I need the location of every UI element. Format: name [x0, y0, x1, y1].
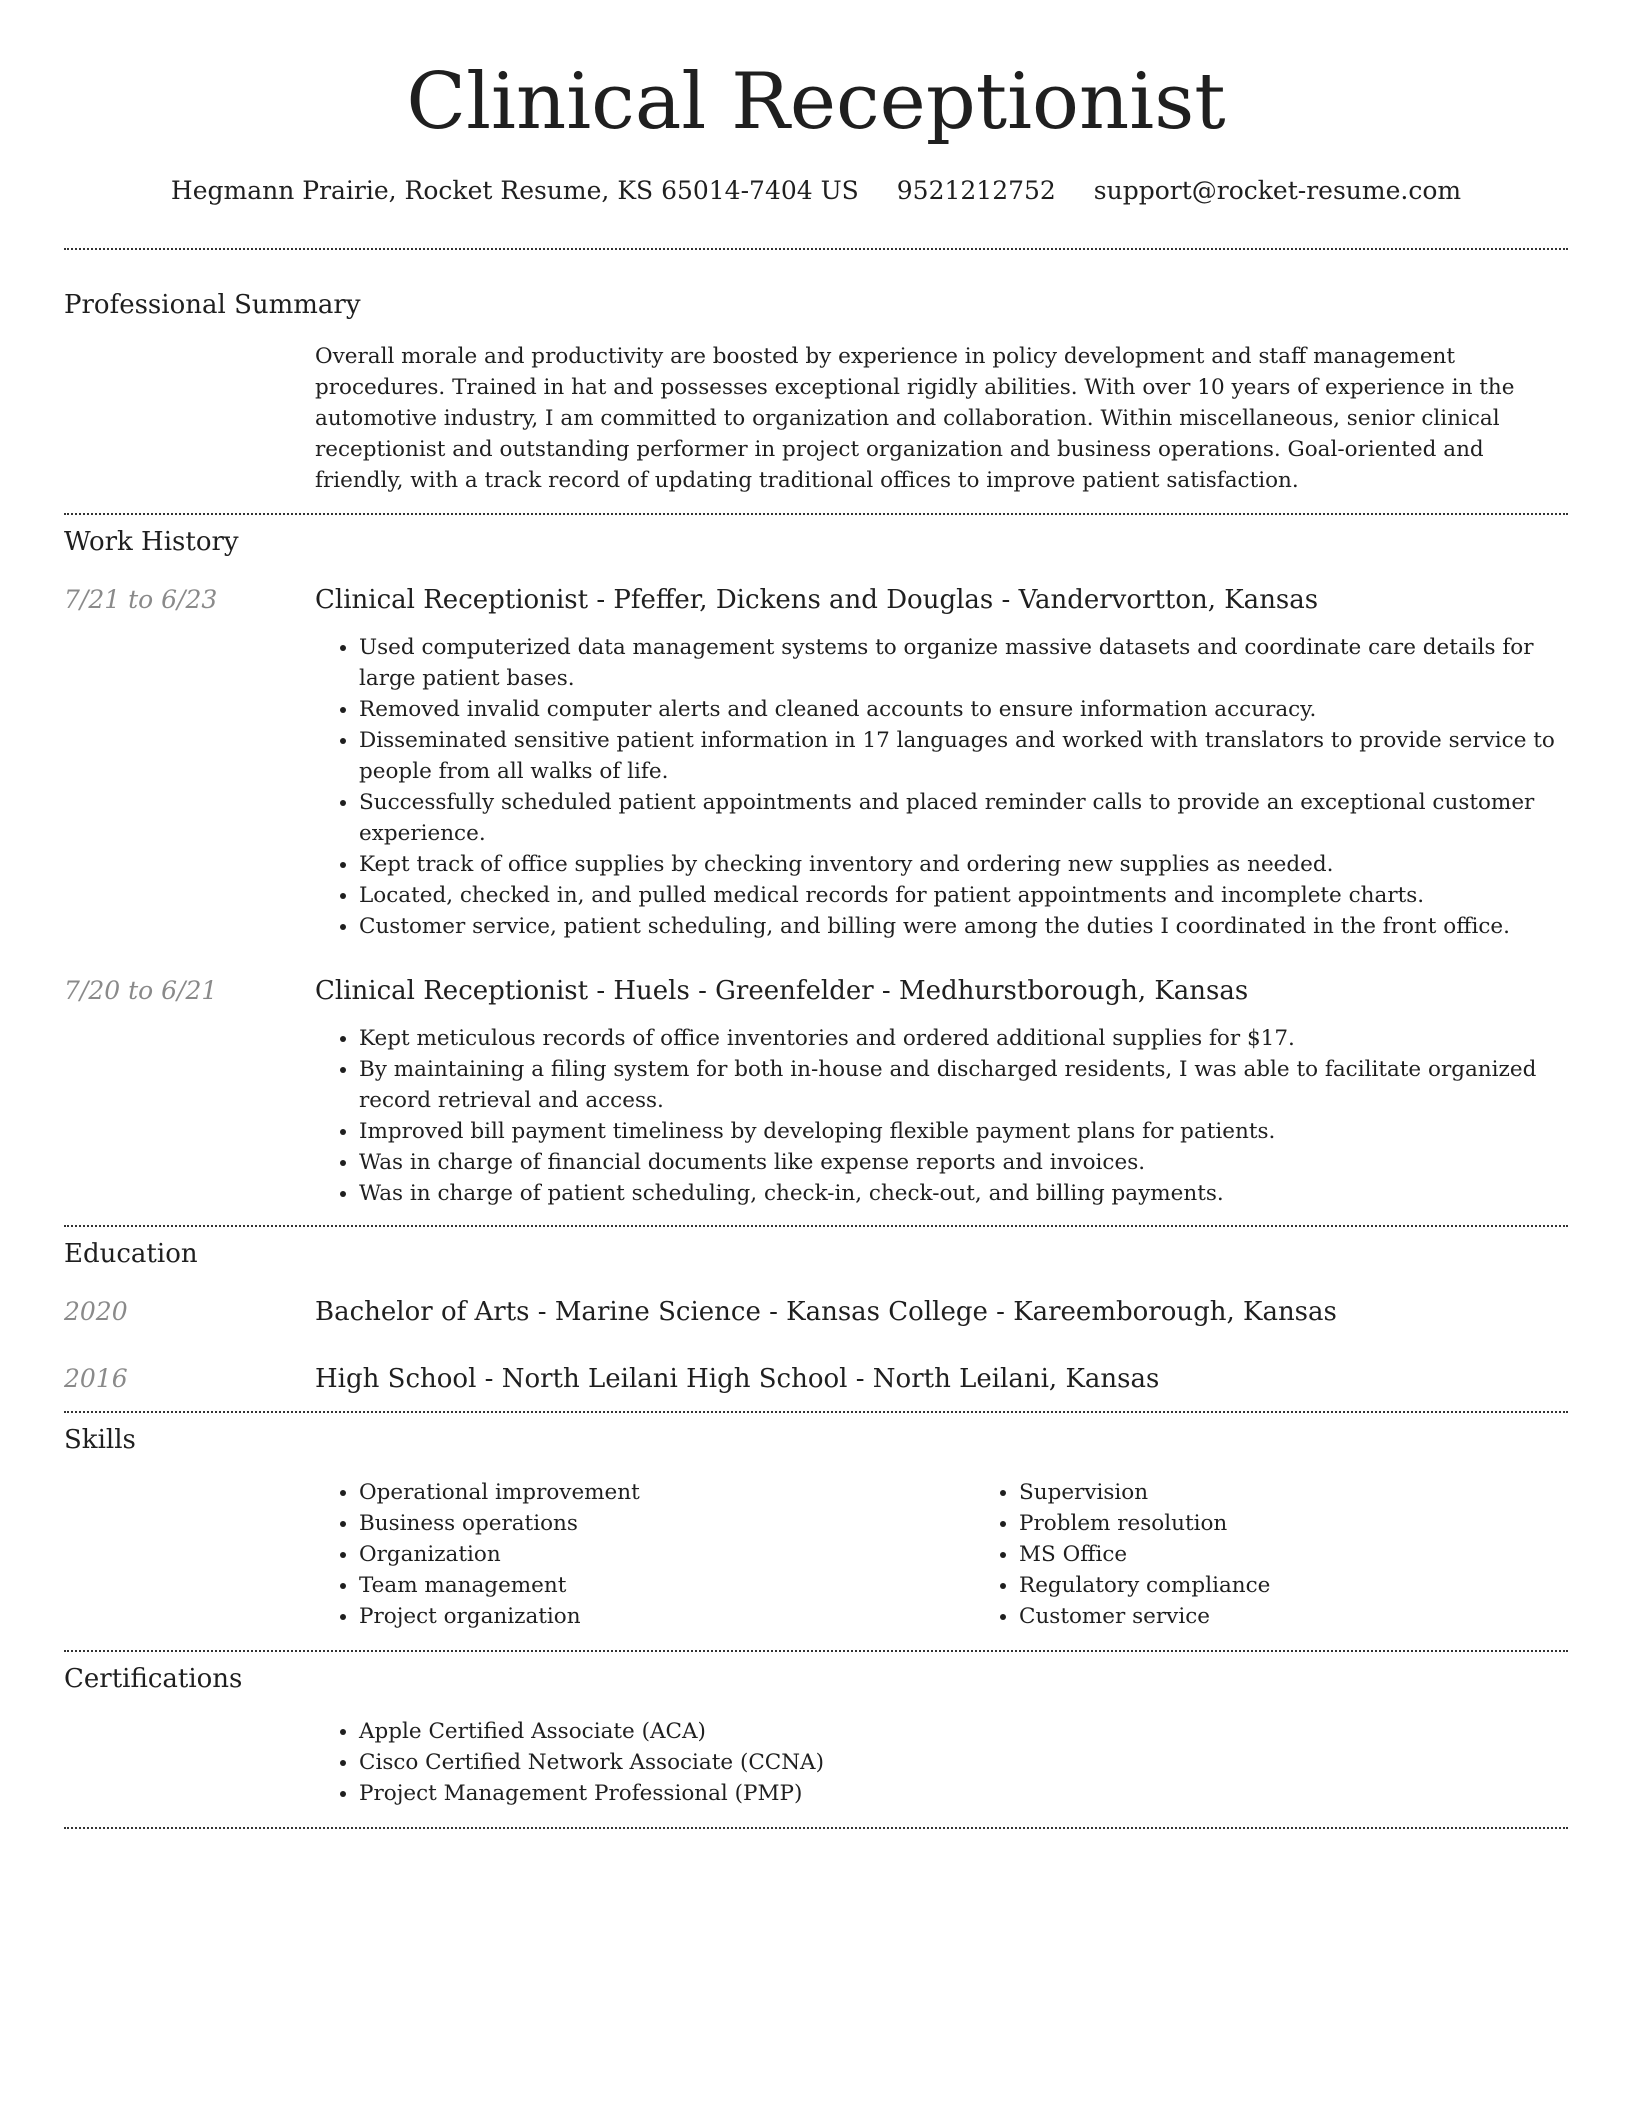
list-item: • Organization	[359, 1539, 975, 1570]
list-item: • Regulatory compliance	[1019, 1570, 1568, 1601]
education-degree: High School	[315, 1364, 477, 1394]
list-item: • Disseminated sensitive patient information in 17 languages and worked with translators to provide service to people from all walks of life.	[359, 725, 1568, 787]
list-item: • Customer service	[1019, 1601, 1568, 1632]
education-details: - North Leilani High School - North Leilani, Kansas	[476, 1364, 1160, 1394]
job-title: Clinical Receptionist	[315, 585, 589, 615]
list-item: • Business operations	[359, 1508, 975, 1539]
education-heading	[315, 1295, 1568, 1329]
skills-list-right	[975, 1477, 1568, 1632]
job-entry	[64, 583, 1568, 942]
job-dates: 7/21 to 6/23	[64, 585, 218, 614]
divider	[64, 1827, 1568, 1829]
list-item: • Cisco Certified Network Associate (CCNA)	[359, 1747, 1568, 1778]
list-item: • Problem resolution	[1019, 1508, 1568, 1539]
section-heading-certifications: Certifications	[64, 1664, 243, 1694]
resume-title: Clinical Receptionist	[406, 57, 1226, 147]
education-heading	[315, 1362, 1568, 1396]
section-summary	[64, 250, 1568, 496]
list-item: • Project organization	[359, 1601, 975, 1632]
job-dates: 7/20 to 6/21	[64, 976, 218, 1005]
section-heading-summary: Professional Summary	[64, 290, 361, 320]
section-heading-education: Education	[64, 1239, 198, 1269]
skills-list-left	[315, 1477, 975, 1632]
list-item: • Team management	[359, 1570, 975, 1601]
list-item: • Removed invalid computer alerts and cleaned accounts to ensure information accuracy.	[359, 694, 1568, 725]
list-item: • Used computerized data management systems to organize massive datasets and coordinate care details for large patient bases.	[359, 632, 1568, 694]
list-item: • Improved bill payment timeliness by developing flexible payment plans for patients.	[359, 1116, 1568, 1147]
section-heading-work: Work History	[64, 527, 239, 557]
job-bullets	[315, 1023, 1568, 1209]
list-item: • Successfully scheduled patient appointments and placed reminder calls to provide an exceptional customer experience.	[359, 787, 1568, 849]
summary-text: Overall morale and productivity are boosted by experience in policy development and staff management procedures. Trained in hat and possesses exceptional rigidly abilities. With over 10 years of experience in the automotive industry, I am committed to organization and collaboration. Within miscellaneous, senior clinical receptionist and outstanding performer in project organization and business operations. Goal-oriented and friendly, with a track record of updating traditional offices to improve patient satisfaction.	[315, 344, 1515, 493]
list-item: • Operational improvement	[359, 1477, 975, 1508]
job-employer: - Huels - Greenfelder - Medhurstborough, Kansas	[588, 976, 1249, 1006]
job-heading	[315, 583, 1568, 617]
list-item: • Apple Certified Associate (ACA)	[359, 1716, 1568, 1747]
list-item: • Supervision	[1019, 1477, 1568, 1508]
list-item: • Kept meticulous records of office inventories and ordered additional supplies for $17.	[359, 1023, 1568, 1054]
contact-phone: 9521212752	[896, 176, 1056, 205]
section-skills	[64, 1413, 1568, 1632]
section-certifications	[64, 1652, 1568, 1809]
education-degree: Bachelor of Arts	[315, 1297, 530, 1327]
list-item: • Customer service, patient scheduling, and billing were among the duties I coordinated in the front office.	[359, 911, 1568, 942]
list-item: • MS Office	[1019, 1539, 1568, 1570]
list-item: • By maintaining a filing system for both in-house and discharged residents, I was able to facilitate organized record retrieval and access.	[359, 1054, 1568, 1116]
section-heading-skills: Skills	[64, 1425, 136, 1455]
job-employer: - Pfeffer, Dickens and Douglas - Vandervortton, Kansas	[588, 585, 1319, 615]
list-item: • Located, checked in, and pulled medical records for patient appointments and incomplete charts.	[359, 880, 1568, 911]
list-item: • Kept track of office supplies by checking inventory and ordering new supplies as needed.	[359, 849, 1568, 880]
section-work-history	[64, 515, 1568, 1209]
education-entry	[64, 1362, 1568, 1396]
summary-body	[315, 341, 1568, 496]
job-heading	[315, 974, 1568, 1008]
certifications-list	[315, 1716, 1568, 1809]
skills-columns	[315, 1477, 1568, 1632]
education-entry	[64, 1295, 1568, 1329]
education-year: 2016	[64, 1364, 128, 1393]
list-item: • Project Management Professional (PMP)	[359, 1778, 1568, 1809]
list-item: • Was in charge of patient scheduling, check-in, check-out, and billing payments.	[359, 1178, 1568, 1209]
contact-address: Hegmann Prairie, Rocket Resume, KS 65014-7404 US	[170, 176, 859, 205]
contact-email: support@rocket-resume.com	[1093, 176, 1462, 205]
job-bullets	[315, 632, 1568, 942]
section-education	[64, 1227, 1568, 1396]
education-details: - Marine Science - Kansas College - Kareemborough, Kansas	[529, 1297, 1337, 1327]
contact-line	[64, 174, 1568, 208]
education-year: 2020	[64, 1297, 128, 1326]
job-title: Clinical Receptionist	[315, 976, 589, 1006]
job-entry	[64, 974, 1568, 1209]
list-item: • Was in charge of financial documents like expense reports and invoices.	[359, 1147, 1568, 1178]
